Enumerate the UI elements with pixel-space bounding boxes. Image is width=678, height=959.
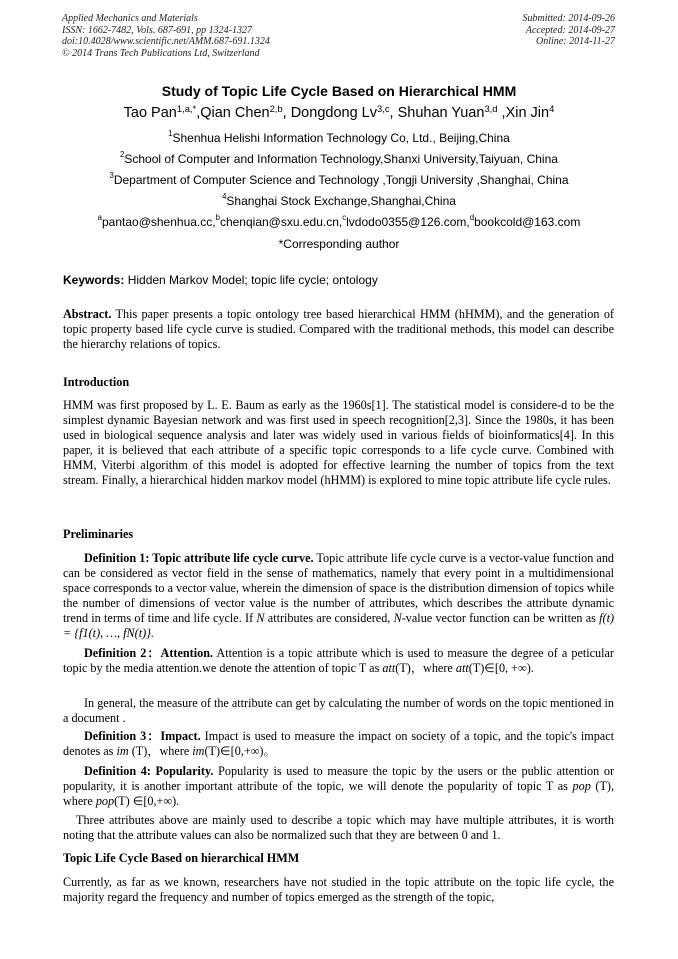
definition-3-text: (T)∈[0,+∞)。 <box>204 744 276 758</box>
math-var: N <box>256 611 265 625</box>
definition-3-label: Definition 3：Impact. <box>84 729 201 743</box>
keywords-text: Hidden Markov Model; topic life cycle; ontology <box>124 273 378 287</box>
definition-1-text: -value vector function can be written as <box>401 611 600 625</box>
math-var: att <box>382 661 396 675</box>
affiliation-sup: 3 <box>109 171 114 180</box>
affiliation-text: Department of Computer Science and Technology ,Tongji University ,Shanghai, China <box>113 173 569 187</box>
math-var: N <box>393 611 402 625</box>
email-sup: a <box>97 213 102 222</box>
affiliation-text: Shenhua Helishi Information Technology Co, Ltd., Beijing,China <box>172 131 510 145</box>
email-list <box>0 215 678 229</box>
definition-4-text: (T) ∈[0,+∞). <box>114 794 180 808</box>
author-name: , Shuhan Yuan <box>389 105 485 121</box>
definition-2-label: Definition 2：Attention. <box>84 646 214 660</box>
doi-line: doi:10.4028/www.scientific.net/AMM.687-691.1324 <box>62 36 270 47</box>
email-link[interactable]: lvdodo0355@126.com, <box>346 215 470 229</box>
affiliation-text: Shanghai Stock Exchange,Shanghai,China <box>226 194 456 208</box>
math-var: pop <box>572 779 591 793</box>
keywords-label: Keywords: <box>63 273 125 287</box>
introduction-heading: Introduction <box>63 375 130 389</box>
three-attributes-paragraph: Three attributes above are mainly used to describe a topic which may have multiple attributes, it is worth noting that the attribute values can also be normalized such that they are between 0 and 1. <box>63 813 614 842</box>
author-name: , Dongdong Lv <box>282 105 377 121</box>
author-name: Tao Pan <box>123 105 177 121</box>
journal-name: Applied Mechanics and Materials <box>62 13 198 24</box>
definition-1-label: Definition 1: Topic attribute life cycle curve. <box>84 551 314 565</box>
definition-2 <box>63 646 614 676</box>
definition-3 <box>63 729 614 759</box>
affiliation-sup: 4 <box>222 192 227 201</box>
author-sup: 3,c <box>376 103 390 114</box>
definition-2-text: (T)∈[0, +∞). <box>468 661 534 675</box>
section-3-heading: Topic Life Cycle Based on hierarchical HMM <box>63 851 300 865</box>
definition-4 <box>63 764 614 809</box>
affiliation-4 <box>0 194 678 208</box>
email-sup: b <box>215 213 220 222</box>
definition-4-label: Definition 4: Popularity. <box>84 764 214 778</box>
author-sup: 3,d <box>484 103 498 114</box>
introduction-text: HMM was first proposed by L. E. Baum as early as the 1960s[1]. The statistical model is considere-d to be the simplest dynamic Bayesian network and was first used in speech recognition[2,3]. Since the 1980s, it has been used in biological sequence analysis and later was widely used in various fields of bioinformatics[4]. In this paper, it is believed that each attribute of a specific topic corresponds to a life cycle curve. Combined with HMM, Viterbi algorithm of this model is adopted for effective learning the number of topics from the text stream. Finally, a hierarchical hidden markov model (hHMM) is explored to mine topic attribute life cycle rules. <box>63 398 614 487</box>
math-var: im <box>192 744 205 758</box>
paper-title: Study of Topic Life Cycle Based on Hierarchical HMM <box>161 83 517 99</box>
math-var: im <box>116 744 129 758</box>
author-name: ,Qian Chen <box>196 105 270 121</box>
affiliation-3 <box>0 173 678 187</box>
email-sup: c <box>342 213 347 222</box>
abstract <box>63 307 614 352</box>
section-3-text: Currently, as far as we known, researchers have not studied in the topic attribute on the topic life cycle, the majority regard the frequency and number of topics emerged as the strength of the topic, <box>63 875 614 904</box>
author-list <box>0 105 678 121</box>
email-sup: d <box>469 213 475 222</box>
author-sup: 2,b <box>269 103 283 114</box>
author-sup: 4 <box>549 103 555 114</box>
definition-2-text: (T)，where <box>395 661 456 675</box>
abstract-text: This paper presents a topic ontology tree based hierarchical HMM (hHMM), and the generation of topic property based life cycle curve is studied. Compared with the traditional methods, this model can describe the hierarchy relations of topics. <box>63 307 614 351</box>
definition-1 <box>63 551 614 641</box>
affiliation-sup: 2 <box>120 150 125 159</box>
general-paragraph: In general, the measure of the attribute can get by calculating the number of words on the topic mentioned in a document . <box>63 696 614 725</box>
email-link[interactable]: bookcold@163.com <box>474 215 581 229</box>
definition-4-text: (T), where <box>63 779 614 808</box>
definition-4-text: Popularity is used to measure the topic by the users or the public attention or popularity, it is another important attribute of the topic, we will denote the popularity of topic T as <box>63 764 615 793</box>
affiliation-1 <box>0 131 678 145</box>
email-link[interactable]: pantao@shenhua.cc, <box>102 215 216 229</box>
definition-1-text: Topic attribute life cycle curve is a vector-value function and can be considered as vector field in the sense of mathematics, namely that every point in a multidimensional space corresponds to a vector value, wherein the dimension of space is the distribution dimension of topics while the number of dimensions of vector value is the number of attributes, which describes the attribute dynamic trend in terms of time and life cycle. If <box>63 551 615 625</box>
submitted-date: Submitted: 2014-09-26 <box>522 13 615 24</box>
author-sup: 1,a,* <box>176 103 197 114</box>
affiliation-text: School of Computer and Information Technology,Shanxi University,Taiyuan, China <box>124 152 558 166</box>
preliminaries-heading: Preliminaries <box>63 527 134 541</box>
corresponding-author: *Corresponding author <box>278 237 400 251</box>
email-link[interactable]: chenqian@sxu.edu.cn, <box>219 215 343 229</box>
abstract-label: Abstract. <box>63 307 112 321</box>
affiliation-2 <box>0 152 678 166</box>
accepted-date: Accepted: 2014-09-27 <box>525 24 615 36</box>
definition-3-text: Impact is used to measure the impact on society of a topic, and the topic's impact denotes as <box>63 729 614 758</box>
online-date: Online: 2014-11-27 <box>536 36 615 47</box>
math-var: att <box>455 661 469 675</box>
formula: f(t) = {f1(t), …, fN(t)}. <box>63 611 615 640</box>
dates-info <box>415 13 615 48</box>
definition-2-text: Attention is a topic attribute which is used to measure the degree of a peticular topic by the media attention.we denote the attention of topic T as <box>63 646 614 675</box>
author-name: ,Xin Jin <box>497 105 550 121</box>
definition-1-text: attributes are considered, <box>264 611 394 625</box>
affiliation-sup: 1 <box>168 129 173 138</box>
definition-3-text: (T)，where <box>128 744 193 758</box>
issn-line: ISSN: 1662-7482, Vols. 687-691, pp 1324-1327 <box>62 24 252 36</box>
copyright-line: © 2014 Trans Tech Publications Ltd, Switzerland <box>62 47 260 59</box>
keywords <box>63 273 378 287</box>
journal-info <box>62 13 352 59</box>
math-var: pop <box>95 794 115 808</box>
